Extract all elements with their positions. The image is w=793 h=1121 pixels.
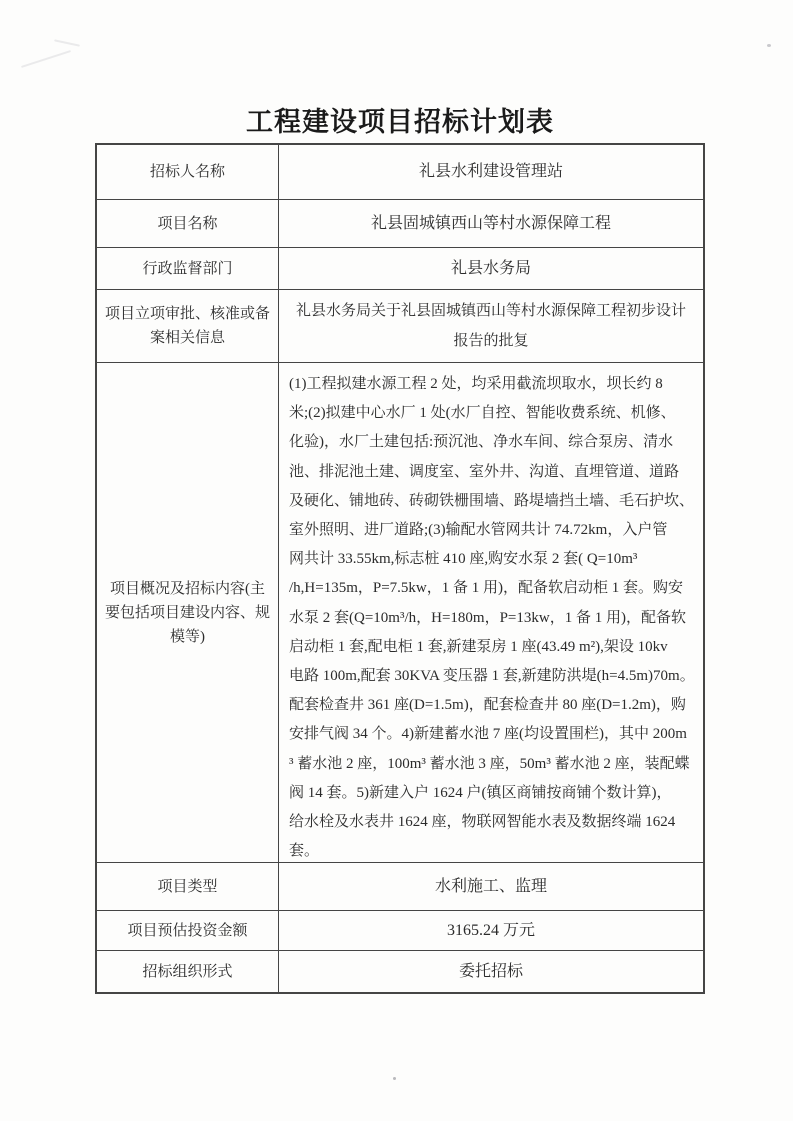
- text-line: 套。: [289, 843, 320, 860]
- text-line: 电路 100m,配套 30KVA 变压器 1 套,新建防洪堤(h=4.5m)70m。: [289, 668, 695, 685]
- row-label: 招标人名称: [97, 145, 279, 199]
- text-line: 启动柜 1 套,配电柜 1 套,新建泵房 1 座(43.49 m²),架设 10kv: [289, 638, 668, 655]
- table-row-project-name: [97, 199, 703, 247]
- row-value: 礼县固城镇西山等村水源保障工程: [370, 214, 611, 232]
- row-value: 委托招标: [458, 962, 523, 980]
- table-row-supervision-dept: [97, 247, 703, 289]
- row-label: 项目概况及招标内容(主要包括项目建设内容、规模等): [97, 363, 279, 862]
- row-label: 项目名称: [97, 200, 279, 247]
- table-row-bidder-name: [97, 145, 703, 199]
- row-label: 行政监督部门: [97, 248, 279, 289]
- row-value: 礼县水务局: [450, 259, 531, 277]
- table-row-approval-info: [97, 289, 703, 362]
- row-label: 项目立项审批、核准或备案相关信息: [97, 290, 279, 362]
- text-line: 给水栓及水表井 1624 座，物联网智能水表及数据终端 1624: [289, 814, 676, 831]
- page-title: 工程建设项目招标计划表: [246, 107, 554, 137]
- text-line: 配套检查井 361 座(D=1.5m)，配套检查井 80 座(D=1.2m)，购: [289, 697, 686, 714]
- table-row-project-overview: [97, 362, 703, 862]
- row-value: 水利施工、监理: [434, 877, 547, 895]
- text-line: 室外照明、进厂道路;(3)输配水管网共计 74.72km，入户管: [289, 522, 668, 539]
- table-row-estimated-investment: [97, 910, 703, 950]
- scan-speck: [393, 1077, 396, 1080]
- row-label: 招标组织形式: [97, 951, 279, 992]
- text-line: 及硬化、铺地砖、砖砌铁栅围墙、路堤墙挡土墙、毛石护坎、: [289, 492, 695, 509]
- text-line: 网共计 33.55km,标志桩 410 座,购安水泵 2 套( Q=10m³: [289, 551, 638, 568]
- text-line: ³ 蓄水池 2 座，100m³ 蓄水池 3 座，50m³ 蓄水池 2 座，装配蝶: [289, 755, 690, 772]
- row-value-long: [279, 363, 705, 862]
- text-line: 化验)，水厂土建包括:预沉池、净水车间、综合泵房、清水: [289, 434, 674, 451]
- scan-smudge: [18, 36, 88, 74]
- bidding-plan-table: [95, 143, 705, 994]
- text-line: 米;(2)拟建中心水厂 1 处(水厂自控、智能收费系统、机修、: [289, 405, 676, 422]
- scan-speck: [767, 44, 771, 47]
- text-line: 池、排泥池土建、调度室、室外井、沟道、直埋管道、道路: [289, 463, 680, 480]
- table-row-bidding-organization-form: [97, 950, 703, 992]
- row-value: 礼县水利建设管理站: [418, 163, 563, 180]
- row-label: 项目预估投资金额: [97, 911, 279, 950]
- row-value: 礼县水务局关于礼县固城镇西山等村水源保障工程初步设计报告的批复: [295, 303, 686, 349]
- text-line: 水泵 2 套(Q=10m³/h，H=180m，P=13kw，1 备 1 用)，配备软: [289, 609, 686, 626]
- text-line: /h,H=135m，P=7.5kw，1 备 1 用)，配备软启动柜 1 套。购安: [289, 580, 684, 597]
- table-row-project-type: [97, 862, 703, 910]
- text-line: 安排气阀 34 个。4)新建蓄水池 7 座(均设置围栏)，其中 200m: [289, 726, 687, 743]
- text-line: (1)工程拟建水源工程 2 处，均采用截流坝取水，坝长约 8: [289, 376, 663, 392]
- row-value: 3165.24 万元: [446, 921, 535, 939]
- text-line: 阀 14 套。5)新建入户 1624 户(镇区商铺按商铺个数计算)，: [289, 784, 672, 801]
- row-label: 项目类型: [97, 863, 279, 910]
